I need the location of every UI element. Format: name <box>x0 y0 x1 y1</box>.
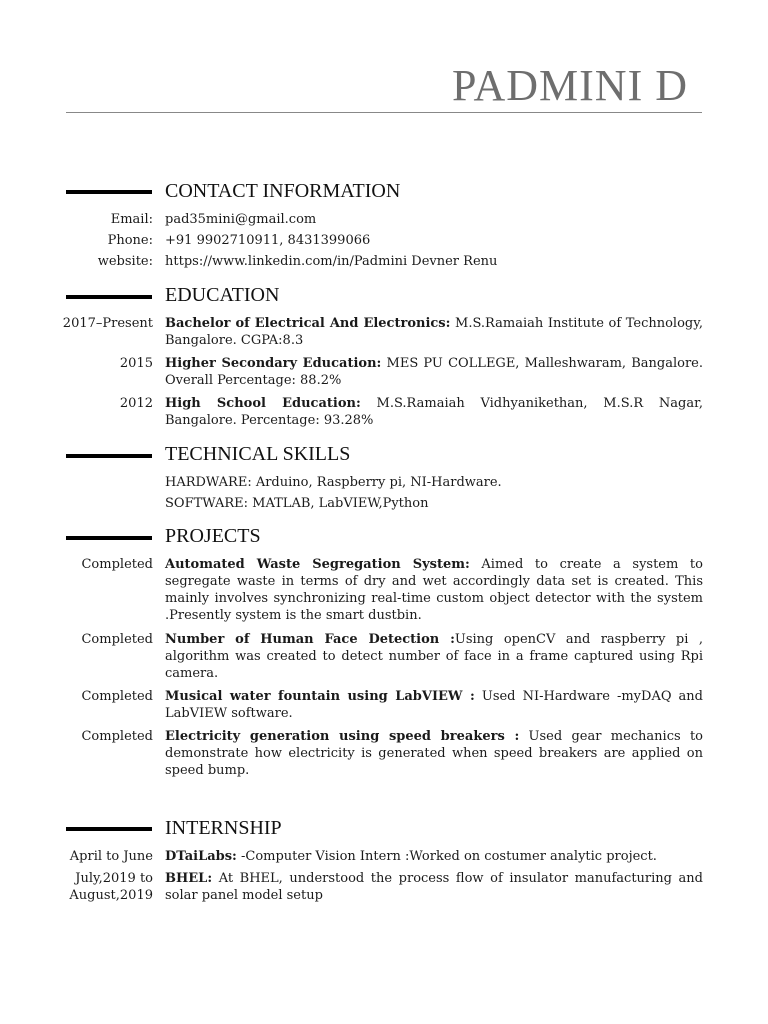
project-title: Electricity generation using speed breakers : <box>165 729 520 744</box>
education-detail: M.S.Ramaiah Institute of Technology, Bangalore. CGPA:8.3 <box>165 316 703 348</box>
project-text <box>165 631 703 682</box>
skills-section-title: TECHNICAL SKILLS <box>165 443 351 465</box>
project-title: Automated Waste Segregation System: <box>165 557 470 572</box>
projects-section-title: PROJECTS <box>165 525 261 547</box>
project-description: Using openCV and raspberry pi , algorithm was created to detect number of face in a frame captured using Rpi camera. <box>165 632 703 681</box>
project-description: Used gear mechanics to demonstrate how electricity is generated when speed breakers are applied on speed bump. <box>165 729 703 778</box>
project-title: Number of Human Face Detection : <box>165 632 455 647</box>
internship-date-start: July,2019 to <box>75 871 153 886</box>
skills-software: SOFTWARE: MATLAB, LabVIEW,Python <box>165 496 429 511</box>
internship-company: BHEL: <box>165 871 213 886</box>
education-text <box>165 355 703 389</box>
education-date: 2012 <box>119 396 153 411</box>
internship-date: April to June <box>69 849 153 864</box>
project-status: Completed <box>81 689 153 704</box>
project-text <box>165 688 703 722</box>
internship-company: DTaiLabs: <box>165 849 237 864</box>
education-text <box>165 315 703 349</box>
internship-date-end: August,2019 <box>69 888 153 903</box>
education-section-title: EDUCATION <box>165 284 280 306</box>
website-label: website: <box>97 254 153 269</box>
project-text <box>165 728 703 779</box>
phone-label: Phone: <box>107 233 153 248</box>
education-date: 2017–Present <box>62 316 153 331</box>
education-degree: Bachelor of Electrical And Electronics: <box>165 316 451 331</box>
skills-section-bar <box>66 454 152 458</box>
project-text <box>165 556 703 624</box>
candidate-name: PADMINI D <box>452 61 688 110</box>
project-status: Completed <box>81 557 153 572</box>
contact-section-title: CONTACT INFORMATION <box>165 180 401 202</box>
header-rule <box>66 112 702 113</box>
email-label: Email: <box>110 212 153 227</box>
contact-section-bar <box>66 190 152 194</box>
internship-section-title: INTERNSHIP <box>165 817 282 839</box>
education-date: 2015 <box>119 356 153 371</box>
education-section-bar <box>66 295 152 299</box>
internship-description: -Computer Vision Intern :Worked on costumer analytic project. <box>236 849 657 864</box>
education-degree: Higher Secondary Education: <box>165 356 382 371</box>
education-detail: M.S.Ramaiah Vidhyanikethan, M.S.R Nagar, Bangalore. Percentage: 93.28% <box>165 396 703 428</box>
internship-text <box>165 848 703 865</box>
education-text <box>165 395 703 429</box>
phone-value[interactable]: +91 9902710911, 8431399066 <box>165 233 371 248</box>
project-status: Completed <box>81 729 153 744</box>
education-detail: MES PU COLLEGE, Malleshwaram, Bangalore. Overall Percentage: 88.2% <box>165 356 704 388</box>
project-description: Aimed to create a system to segregate waste in terms of dry and wet accordingly data set is created. This mainly involves synchronizing real-time custom object detector with the system .Presently system is the smart dustbin. <box>165 557 703 623</box>
website-value[interactable]: https://www.linkedin.com/in/Padmini Devner Renu <box>165 254 498 269</box>
internship-section-bar <box>66 827 152 831</box>
projects-section-bar <box>66 536 152 540</box>
education-degree: High School Education: <box>165 396 361 411</box>
email-value[interactable]: pad35mini@gmail.com <box>165 212 317 227</box>
skills-hardware: HARDWARE: Arduino, Raspberry pi, NI-Hardware. <box>165 475 502 490</box>
project-title: Musical water fountain using LabVIEW : <box>165 689 475 704</box>
project-status: Completed <box>81 632 153 647</box>
internship-description: At BHEL, understood the process flow of insulator manufacturing and solar panel model setup <box>165 871 703 903</box>
project-description: Used NI-Hardware -myDAQ and LabVIEW software. <box>165 689 704 721</box>
internship-text <box>165 870 703 904</box>
